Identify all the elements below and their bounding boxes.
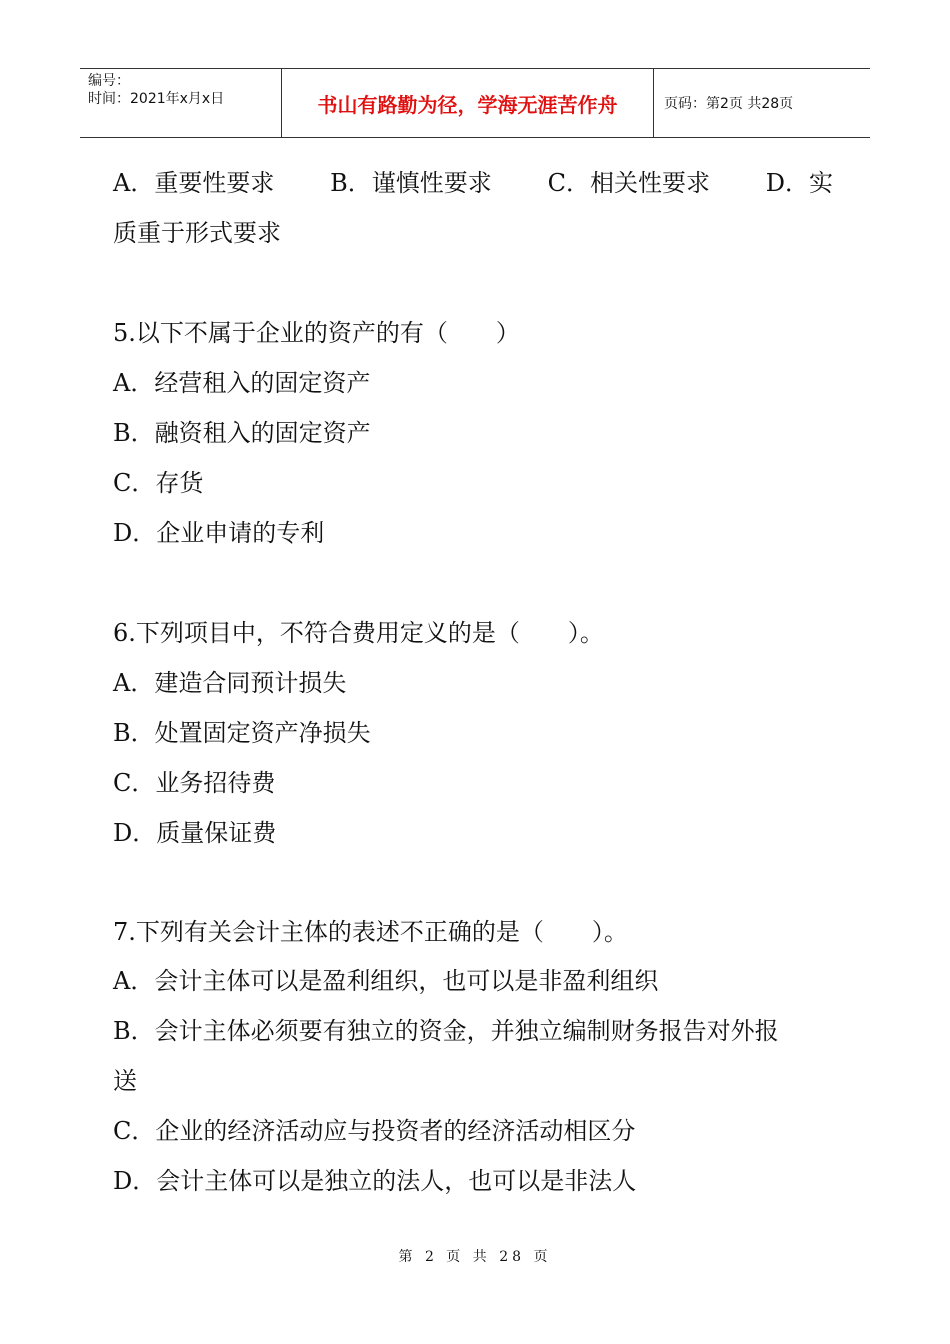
header-page-label: 页码：第2页 共28页: [664, 96, 794, 112]
question-6-option-b: B．处置固定资产净损失: [113, 719, 371, 747]
question-5-option-c: C．存货: [113, 469, 204, 497]
prev-question-options: [113, 168, 833, 198]
question-5-option-d: D．企业申请的专利: [113, 519, 325, 547]
page-footer: 第 2 页 共 28 页: [398, 1249, 552, 1265]
question-5-stem: 5.以下不属于企业的资产的有（ ）: [113, 319, 520, 347]
question-7-option-c: C．企业的经济活动应与投资者的经济活动相区分: [113, 1117, 636, 1145]
option-c: C．相关性要求: [547, 169, 710, 197]
date-label: 时间：2021年x月x日: [88, 91, 225, 107]
option-d: D．实: [765, 169, 833, 197]
question-7-option-b: B．会计主体必须要有独立的资金，并独立编制财务报告对外报: [113, 1017, 779, 1045]
question-5-option-a: A．经营租入的固定资产: [113, 369, 371, 397]
question-6-stem: 6.下列项目中，不符合费用定义的是（ ）。: [113, 619, 604, 647]
number-label: 编号：: [88, 73, 130, 89]
option-b: B．谨慎性要求: [330, 169, 492, 197]
question-7-option-a: A．会计主体可以是盈利组织，也可以是非盈利组织: [113, 967, 659, 995]
question-7-option-d: D．会计主体可以是独立的法人，也可以是非法人: [113, 1167, 637, 1195]
question-7-stem: 7.下列有关会计主体的表述不正确的是（ ）。: [113, 918, 628, 946]
question-6-option-a: A．建造合同预计损失: [113, 669, 347, 697]
prev-question-continuation: 质重于形式要求: [113, 219, 281, 247]
question-6-option-d: D．质量保证费: [113, 819, 277, 847]
question-7-option-b-continuation: 送: [113, 1067, 137, 1095]
header-meta: [80, 69, 282, 137]
question-5-option-b: B．融资租入的固定资产: [113, 419, 371, 447]
page-header: [80, 68, 870, 138]
option-a: A．重要性要求: [113, 169, 275, 197]
question-6-option-c: C．业务招待费: [113, 769, 276, 797]
header-motto: 书山有路勤为径，学海无涯苦作舟: [282, 69, 654, 137]
